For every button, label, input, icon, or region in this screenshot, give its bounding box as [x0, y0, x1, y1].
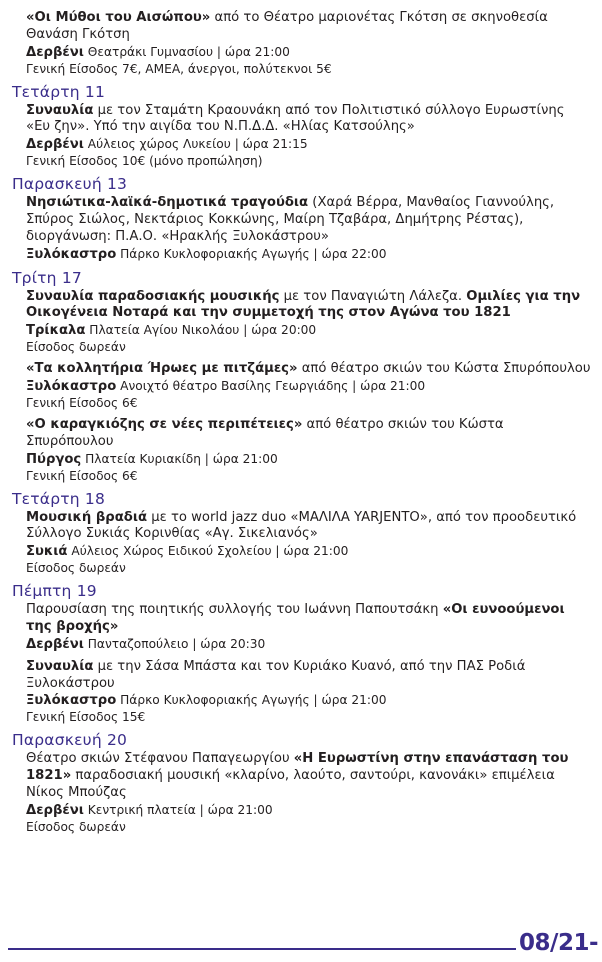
- event-venue-detail: Θεατράκι Γυμνασίου | ώρα 21:00: [83, 44, 290, 59]
- event-text: με την Σάσα Μπάστα και τον Κυριάκο Κυανό, από την ΠΑΣ Ροδιά Ξυλοκάστρου: [26, 658, 526, 691]
- event-entry: Είσοδος δωρεάν: [26, 819, 126, 834]
- event-description: [26, 417, 592, 451]
- event-text: από θέατρο σκιών του Κώστα Σπυρόπουλου: [26, 416, 504, 449]
- event-venue-detail: Πάρκο Κυκλοφοριακής Αγωγής | ώρα 22:00: [116, 246, 387, 261]
- event-venue: [26, 636, 592, 653]
- day-heading: Τρίτη 17: [12, 268, 82, 287]
- event-item: [26, 751, 592, 834]
- event-description: [26, 10, 592, 44]
- event-title: Συναυλία: [26, 102, 94, 118]
- day-heading: Παρασκευή 20: [12, 731, 128, 750]
- event-venue-detail: Ανοιχτό θέατρο Βασίλης Γεωργιάδης | ώρα 21:00: [116, 378, 426, 393]
- event-description: [26, 602, 592, 636]
- event-title: «Ο καραγκιόζης σε νέες περιπέτειες»: [26, 416, 303, 432]
- event-text-secondary: παραδοσιακή μουσική «κλαρίνο, λαούτο, σαντούρι, κανονάκι» επιμέλεια Νίκος Μπούζας: [26, 768, 555, 800]
- event-entry: Γενική Είσοδος 6€: [26, 468, 138, 483]
- event-place: Δερβένι: [26, 636, 84, 652]
- event-item: [26, 510, 592, 577]
- event-title: «Τα κολλητήρια Ήρωες με πιτζάμες»: [26, 361, 298, 377]
- event-item: [26, 361, 592, 411]
- event-place: Δερβένι: [26, 802, 84, 818]
- event-title: Μουσική βραδιά: [26, 509, 148, 525]
- event-place: Συκιά: [26, 544, 68, 560]
- event-title: Συναυλία: [26, 658, 94, 674]
- event-venue: [26, 136, 592, 153]
- day-heading: Τετάρτη 18: [12, 489, 106, 508]
- event-place: Πύργος: [26, 451, 82, 467]
- event-item: [26, 602, 592, 653]
- event-venue: [26, 543, 592, 560]
- event-venue-detail: Πανταζοπούλειο | ώρα 20:30: [83, 636, 266, 651]
- event-place: Ξυλόκαστρο: [26, 378, 117, 394]
- event-venue: [26, 378, 592, 395]
- event-text: με τον Σταμάτη Κραουνάκη από τον Πολιτιστικό σύλλογο Ευρωστίνης «Ευ ζην». Υπό την αιγίδα του Ν.Π.Δ.Δ. «Ηλίας Κατσούλης»: [26, 102, 565, 135]
- event-listing: [12, 10, 592, 841]
- event-description: [26, 659, 592, 693]
- event-item: [26, 10, 592, 77]
- event-item: [26, 103, 592, 170]
- event-entry: Είσοδος δωρεάν: [26, 561, 126, 576]
- page-number: 08/21-: [519, 930, 598, 956]
- event-text: Παρουσίαση της ποιητικής συλλογής του Ιωάννη Παπουτσάκη: [26, 602, 443, 618]
- event-venue-detail: Αύλειος χώρος Λυκείου | ώρα 21:15: [83, 137, 308, 152]
- event-venue-detail: Κεντρική πλατεία | ώρα 21:00: [83, 802, 273, 817]
- event-text: με το world jazz duo «ΜΑΛΙΛΑ YARJENTO», από τον προοδευτικό Σύλλογο Συκιάς Κορινθίας «Αγ. Σικελιανός»: [26, 509, 577, 542]
- event-venue: [26, 322, 592, 339]
- event-entry: Γενική Είσοδος 15€: [26, 710, 146, 725]
- event-entry: Γενική Είσοδος 10€ (μόνο προπώληση): [26, 154, 263, 169]
- event-entry: Γενική Είσοδος 7€, ΑΜΕΑ, άνεργοι, πολύτεκνοι 5€: [26, 61, 332, 76]
- day-heading: Παρασκευή 13: [12, 175, 128, 194]
- event-place: Δερβένι: [26, 44, 84, 60]
- event-venue-detail: Αύλειος Χώρος Ειδικού Σχολείου | ώρα 21:00: [67, 544, 349, 559]
- event-text: με τον Παναγιώτη Λάλεζα.: [279, 288, 467, 304]
- event-venue: [26, 802, 592, 819]
- day-heading: Τετάρτη 11: [12, 82, 106, 101]
- event-item: [26, 195, 592, 262]
- event-description: [26, 289, 592, 323]
- event-text: Θέατρο σκιών Στέφανου Παπαγεωργίου: [26, 751, 294, 767]
- event-place: Δερβένι: [26, 137, 84, 153]
- event-description: [26, 103, 592, 137]
- event-description: [26, 195, 592, 245]
- event-title-secondary: Ομιλίες για την Οικογένεια Νοταρά και την συμμετοχή της στον Αγώνα του 1821: [26, 288, 581, 321]
- event-text: (Χαρά Βέρρα, Μανθαίος Γιαννούλης, Σπύρος Σιώλος, Νεκτάριος Κοκκώνης, Μαίρη Τζαβάρα, Δημήτρης Ρέστας), διοργάνωση: Π.Α.Ο. «Ηρακλής Ξυλοκάστρου»: [26, 195, 555, 244]
- event-title: «Οι Μύθοι του Αισώπου»: [26, 10, 211, 25]
- event-description: [26, 751, 592, 801]
- day-heading: Πέμπτη 19: [12, 582, 97, 601]
- event-description: [26, 361, 592, 378]
- event-item: [26, 659, 592, 726]
- event-title: Συναυλία παραδοσιακής μουσικής: [26, 288, 280, 304]
- event-place: Ξυλόκαστρο: [26, 246, 117, 262]
- event-venue: [26, 246, 592, 263]
- event-venue: [26, 451, 592, 468]
- event-place: Τρίκαλα: [26, 323, 86, 339]
- footer-rule: [8, 948, 516, 950]
- event-venue-detail: Πλατεία Αγίου Νικολάου | ώρα 20:00: [85, 323, 317, 338]
- event-title-secondary: «Η Ευρωστίνη στην επανάσταση του 1821»: [26, 751, 569, 784]
- event-title-secondary: «Οι ευνοούμενοι της βροχής»: [26, 602, 565, 634]
- event-description: [26, 510, 592, 544]
- event-venue-detail: Πλατεία Κυριακίδη | ώρα 21:00: [81, 451, 278, 466]
- event-entry: Γενική Είσοδος 6€: [26, 395, 138, 410]
- event-entry: Είσοδος δωρεάν: [26, 340, 126, 355]
- event-venue-detail: Πάρκο Κυκλοφοριακής Αγωγής | ώρα 21:00: [116, 693, 387, 708]
- event-place: Ξυλόκαστρο: [26, 693, 117, 709]
- event-title: Νησιώτικα-λαϊκά-δημοτικά τραγούδια: [26, 195, 309, 211]
- event-text: από το Θέατρο μαριονέτας Γκότση σε σκηνοθεσία Θανάση Γκότση: [26, 10, 548, 42]
- event-text: από θέατρο σκιών του Κώστα Σπυρόπουλου: [297, 361, 591, 377]
- event-item: [26, 417, 592, 484]
- event-item: [26, 289, 592, 356]
- event-venue: [26, 692, 592, 709]
- event-venue: [26, 44, 592, 61]
